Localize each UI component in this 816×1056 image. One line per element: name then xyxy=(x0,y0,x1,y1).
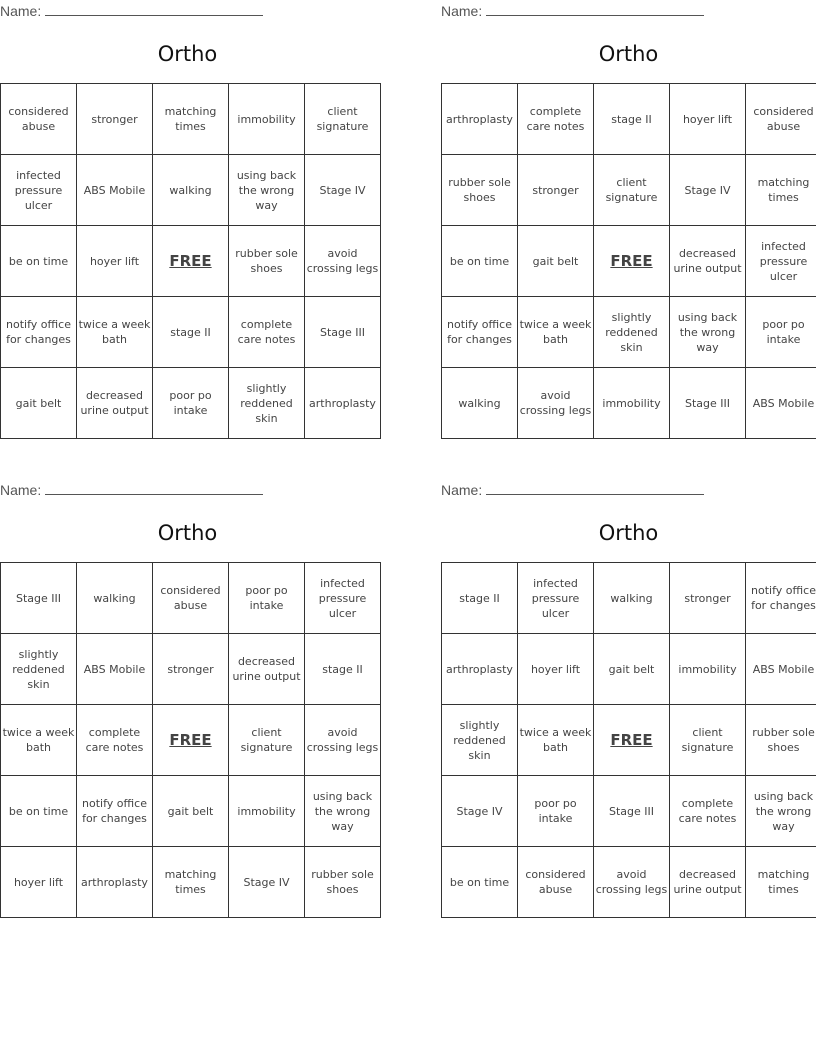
name-label: Name: xyxy=(0,482,42,498)
bingo-cell: client signature xyxy=(305,84,381,155)
bingo-cell: using back the wrong way xyxy=(746,776,816,847)
bingo-cell: gait belt xyxy=(153,776,229,847)
bingo-card xyxy=(0,0,379,435)
free-space-cell: FREE xyxy=(594,226,670,297)
name-blank-line xyxy=(486,2,704,16)
bingo-cell: hoyer lift xyxy=(77,226,153,297)
bingo-cell: client signature xyxy=(670,705,746,776)
bingo-cell: twice a week bath xyxy=(518,705,594,776)
bingo-cell: stage II xyxy=(594,84,670,155)
bingo-cell: gait belt xyxy=(594,634,670,705)
bingo-cell: walking xyxy=(153,155,229,226)
bingo-cell: immobility xyxy=(594,368,670,439)
bingo-cell: arthroplasty xyxy=(442,84,518,155)
free-space-cell: FREE xyxy=(594,705,670,776)
bingo-cell: be on time xyxy=(442,847,518,918)
name-field xyxy=(441,481,704,499)
bingo-cell: avoid crossing legs xyxy=(594,847,670,918)
bingo-cell: poor po intake xyxy=(518,776,594,847)
bingo-cell: stage II xyxy=(442,563,518,634)
bingo-row xyxy=(442,705,816,776)
bingo-cell: walking xyxy=(442,368,518,439)
bingo-card xyxy=(0,479,379,914)
bingo-row xyxy=(1,368,381,439)
bingo-cell: gait belt xyxy=(1,368,77,439)
bingo-row xyxy=(1,776,381,847)
bingo-cell: infected pressure ulcer xyxy=(1,155,77,226)
bingo-row xyxy=(442,563,816,634)
bingo-cell: twice a week bath xyxy=(77,297,153,368)
bingo-cell: Stage III xyxy=(670,368,746,439)
bingo-cell: twice a week bath xyxy=(1,705,77,776)
bingo-cell: ABS Mobile xyxy=(746,368,816,439)
bingo-cell: notify office for changes xyxy=(1,297,77,368)
bingo-cell: Stage IV xyxy=(305,155,381,226)
bingo-cell: rubber sole shoes xyxy=(305,847,381,918)
bingo-cell: Stage III xyxy=(594,776,670,847)
bingo-cell: immobility xyxy=(229,776,305,847)
bingo-grid xyxy=(441,83,816,439)
bingo-cell: notify office for changes xyxy=(77,776,153,847)
bingo-cell: avoid crossing legs xyxy=(305,705,381,776)
name-label: Name: xyxy=(0,3,42,19)
bingo-grid xyxy=(0,83,381,439)
bingo-cell: hoyer lift xyxy=(670,84,746,155)
card-title: Ortho xyxy=(598,42,659,66)
name-field xyxy=(0,481,263,499)
bingo-row xyxy=(442,368,816,439)
bingo-cell: slightly reddened skin xyxy=(594,297,670,368)
bingo-row xyxy=(442,297,816,368)
bingo-cell: slightly reddened skin xyxy=(229,368,305,439)
bingo-cell: decreased urine output xyxy=(77,368,153,439)
name-label: Name: xyxy=(441,482,483,498)
bingo-card xyxy=(441,0,816,435)
bingo-cell: be on time xyxy=(1,776,77,847)
bingo-cell: be on time xyxy=(1,226,77,297)
bingo-cell: immobility xyxy=(670,634,746,705)
bingo-row xyxy=(1,84,381,155)
bingo-cell: hoyer lift xyxy=(1,847,77,918)
bingo-cell: rubber sole shoes xyxy=(746,705,816,776)
bingo-cell: complete care notes xyxy=(77,705,153,776)
bingo-row xyxy=(442,847,816,918)
bingo-row xyxy=(442,155,816,226)
name-label: Name: xyxy=(441,3,483,19)
bingo-cell: considered abuse xyxy=(746,84,816,155)
bingo-cell: stage II xyxy=(305,634,381,705)
bingo-cell: ABS Mobile xyxy=(77,634,153,705)
bingo-cell: complete care notes xyxy=(518,84,594,155)
bingo-cell: poor po intake xyxy=(153,368,229,439)
bingo-cell: decreased urine output xyxy=(670,847,746,918)
bingo-cell: complete care notes xyxy=(229,297,305,368)
bingo-cell: using back the wrong way xyxy=(229,155,305,226)
bingo-cell: poor po intake xyxy=(746,297,816,368)
bingo-row xyxy=(442,226,816,297)
bingo-cell: twice a week bath xyxy=(518,297,594,368)
bingo-cell: client signature xyxy=(594,155,670,226)
bingo-row xyxy=(1,297,381,368)
bingo-cell: using back the wrong way xyxy=(670,297,746,368)
bingo-cell: slightly reddened skin xyxy=(1,634,77,705)
bingo-cell: walking xyxy=(77,563,153,634)
bingo-cell: slightly reddened skin xyxy=(442,705,518,776)
card-title: Ortho xyxy=(598,521,659,545)
name-field xyxy=(0,2,263,20)
bingo-cell: using back the wrong way xyxy=(305,776,381,847)
bingo-row xyxy=(1,563,381,634)
name-blank-line xyxy=(486,481,704,495)
bingo-card xyxy=(441,479,816,914)
bingo-cell: arthroplasty xyxy=(442,634,518,705)
bingo-cell: notify office for changes xyxy=(746,563,816,634)
bingo-cell: notify office for changes xyxy=(442,297,518,368)
bingo-cell: considered abuse xyxy=(153,563,229,634)
bingo-row xyxy=(442,84,816,155)
free-space-cell: FREE xyxy=(153,705,229,776)
bingo-cell: matching times xyxy=(746,155,816,226)
bingo-cell: Stage III xyxy=(305,297,381,368)
bingo-cell: avoid crossing legs xyxy=(305,226,381,297)
name-field xyxy=(441,2,704,20)
bingo-cell: poor po intake xyxy=(229,563,305,634)
bingo-cell: considered abuse xyxy=(518,847,594,918)
bingo-row xyxy=(442,776,816,847)
bingo-cell: rubber sole shoes xyxy=(229,226,305,297)
bingo-row xyxy=(1,847,381,918)
bingo-cell: be on time xyxy=(442,226,518,297)
bingo-row xyxy=(1,226,381,297)
free-space-cell: FREE xyxy=(153,226,229,297)
bingo-cell: Stage IV xyxy=(229,847,305,918)
bingo-cell: infected pressure ulcer xyxy=(746,226,816,297)
bingo-cell: considered abuse xyxy=(1,84,77,155)
bingo-cell: stronger xyxy=(670,563,746,634)
bingo-row xyxy=(1,155,381,226)
bingo-cell: immobility xyxy=(229,84,305,155)
card-title: Ortho xyxy=(157,42,218,66)
bingo-cell: walking xyxy=(594,563,670,634)
bingo-cell: stronger xyxy=(77,84,153,155)
bingo-cell: client signature xyxy=(229,705,305,776)
bingo-cell: matching times xyxy=(153,84,229,155)
bingo-cell: matching times xyxy=(746,847,816,918)
bingo-cell: Stage IV xyxy=(442,776,518,847)
bingo-cell: decreased urine output xyxy=(670,226,746,297)
bingo-cell: stronger xyxy=(518,155,594,226)
name-blank-line xyxy=(45,481,263,495)
bingo-cell: ABS Mobile xyxy=(77,155,153,226)
bingo-cell: hoyer lift xyxy=(518,634,594,705)
bingo-grid xyxy=(441,562,816,918)
name-blank-line xyxy=(45,2,263,16)
bingo-cell: matching times xyxy=(153,847,229,918)
card-title: Ortho xyxy=(157,521,218,545)
bingo-row xyxy=(1,705,381,776)
bingo-cell: ABS Mobile xyxy=(746,634,816,705)
bingo-cell: arthroplasty xyxy=(77,847,153,918)
bingo-grid xyxy=(0,562,381,918)
bingo-cell: complete care notes xyxy=(670,776,746,847)
bingo-cell: avoid crossing legs xyxy=(518,368,594,439)
bingo-cell: decreased urine output xyxy=(229,634,305,705)
bingo-row xyxy=(442,634,816,705)
bingo-cell: stage II xyxy=(153,297,229,368)
bingo-cell: stronger xyxy=(153,634,229,705)
bingo-cell: gait belt xyxy=(518,226,594,297)
bingo-cell: rubber sole shoes xyxy=(442,155,518,226)
bingo-cell: arthroplasty xyxy=(305,368,381,439)
bingo-row xyxy=(1,634,381,705)
bingo-cell: Stage IV xyxy=(670,155,746,226)
bingo-cell: infected pressure ulcer xyxy=(518,563,594,634)
bingo-cell: Stage III xyxy=(1,563,77,634)
bingo-cell: infected pressure ulcer xyxy=(305,563,381,634)
